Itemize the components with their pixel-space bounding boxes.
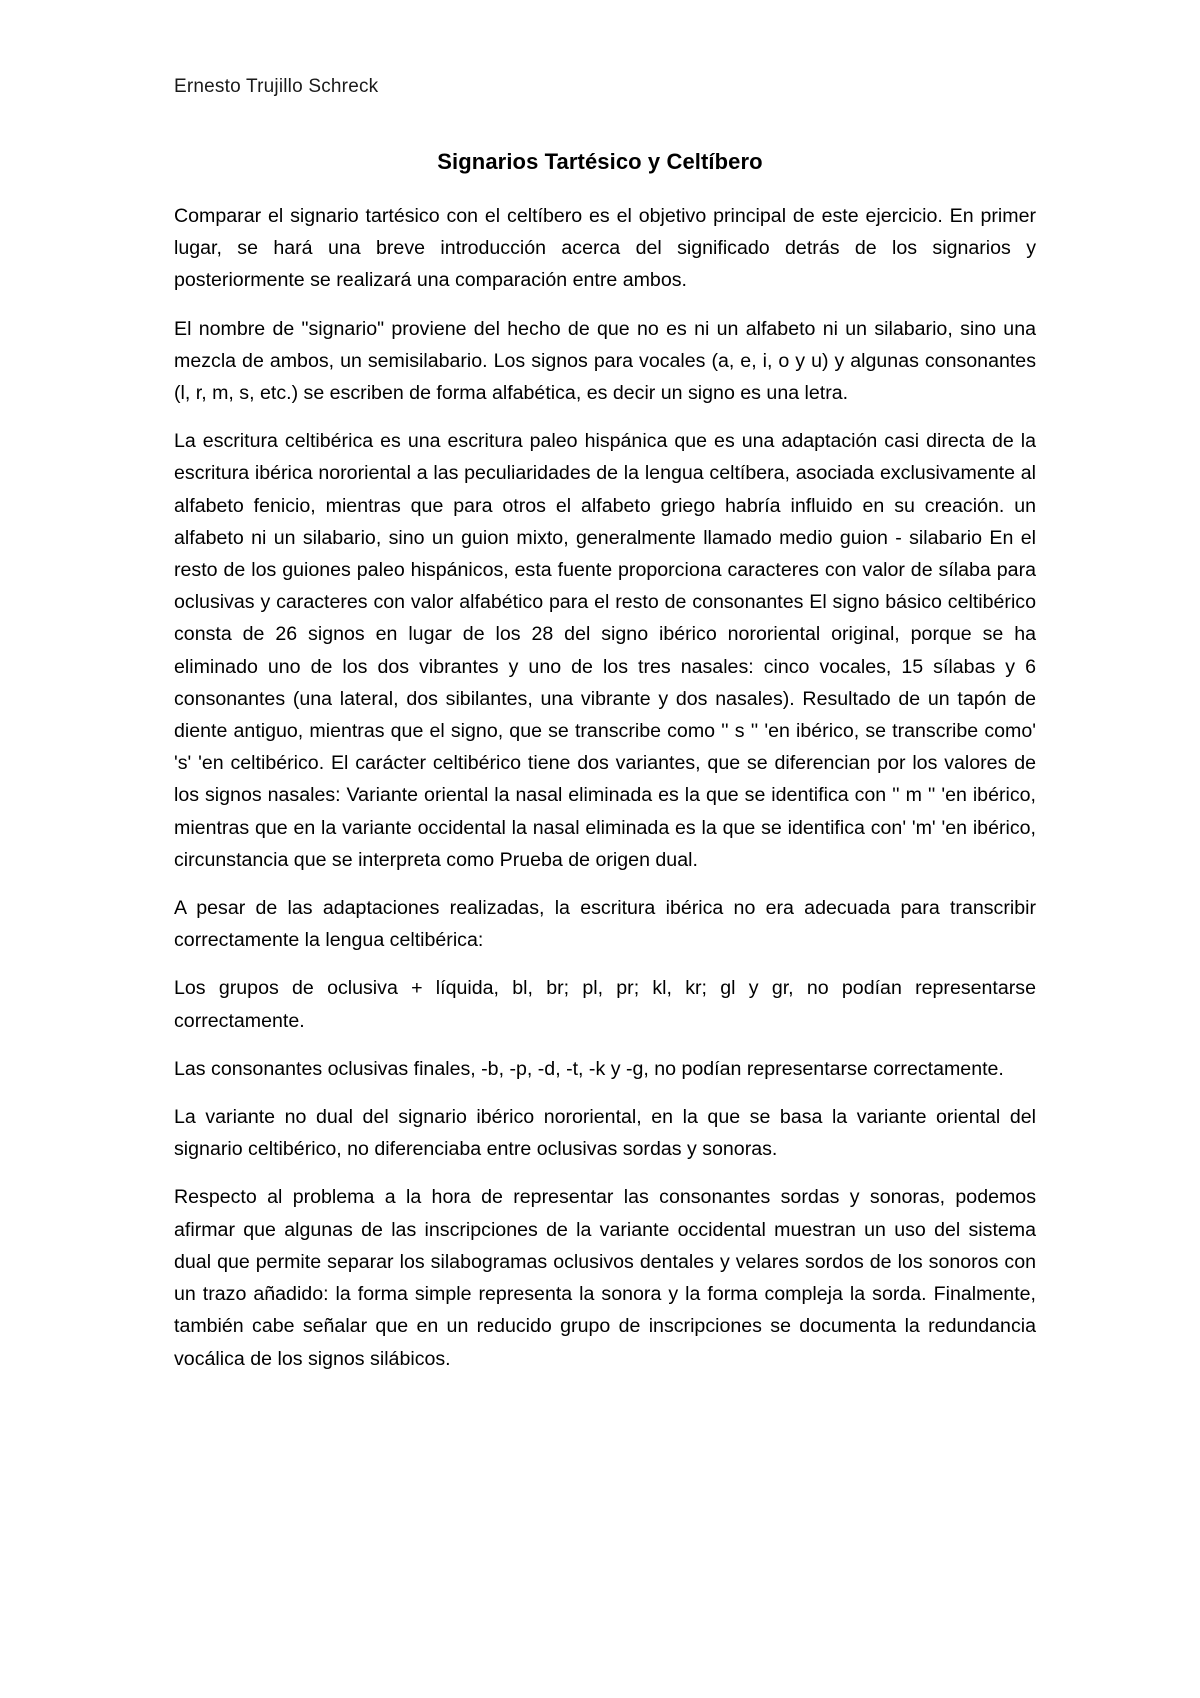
paragraph-non-dual-variant: La variante no dual del signario ibérico nororiental, en la que se basa la variante oriental del signario celtibérico, no diferenciaba entre oclusivas sordas y sonoras. [174,1106,1036,1161]
paragraph-final-occlusives: Las consonantes oclusivas finales, -b, -p, -d, -t, -k y -g, no podían representarse correctamente. [174,1057,1004,1080]
paragraph-adaptation-limits: A pesar de las adaptaciones realizadas, la escritura ibérica no era adecuada para transcribir correctamente la lengua celtibérica: [174,897,1036,952]
document-title: Signarios Tartésico y Celtíbero [437,149,763,174]
author-name: Ernesto Trujillo Schreck [174,76,379,97]
paragraph-celtiberian-script: La escritura celtibérica es una escritura paleo hispánica que es una adaptación casi directa de la escritura ibérica nororiental a las peculiaridades de la lengua celtíbera, asociada exclusivamente al alfabeto fenicio, mientras que para otros el alfabeto griego habría influido en su creación. un alfabeto ni un silabario, sino un guion mixto, generalmente llamado medio guion - silabario En el resto de los guiones paleo hispánicos, esta fuente proporciona caracteres con valor de sílaba para oclusivas y caracteres con valor alfabético para el resto de consonantes El signo básico celtibérico consta de 26 signos en lugar de los 28 del signo ibérico nororiental original, porque se ha eliminado uno de los dos vibrantes y uno de los tres nasales: cinco vocales, 15 sílabas y 6 consonantes (una lateral, dos sibilantes, una vibrante y dos nasales). Resultado de un tapón de diente antiguo, mientras que el signo, que se transcribe como '' s '' 'en ibérico, se transcribe como' 's' 'en celtibérico. El carácter celtibérico tiene dos variantes, que se diferencian por los valores de los signos nasales: Variante oriental la nasal eliminada es la que se identifica con '' m '' 'en ibérico, mientras que en la variante occidental la nasal eliminada es la que se identifica con' 'm' 'en ibérico, circunstancia que se interpreta como Prueba de origen dual. [174,430,1036,871]
paragraph-signario-definition: El nombre de "signario" proviene del hecho de que no es ni un alfabeto ni un silabario, sino una mezcla de ambos, un semisilabario. Los signos para vocales (a, e, i, o y u) y algunas consonantes (l, r, m, s, etc.) se escriben de forma alfabética, es decir un signo es una letra. [174,317,1036,405]
paragraph-voiced-voiceless: Respecto al problema a la hora de representar las consonantes sordas y sonoras, podemos afirmar que algunas de las inscripciones de la variante occidental muestran un uso del sistema dual que permite separar los silabogramas oclusivos dentales y velares sordos de los sonoros con un trazo añadido: la forma simple representa la sonora y la forma compleja la sorda. Finalmente, también cabe señalar que en un reducido grupo de inscripciones se documenta la redundancia vocálica de los signos silábicos. [174,1186,1036,1370]
paragraph-occlusive-liquid-groups: Los grupos de oclusiva + líquida, bl, br; pl, pr; kl, kr; gl y gr, no podían representarse correctamente. [174,977,1036,1032]
paragraph-introduction: Comparar el signario tartésico con el celtíbero es el objetivo principal de este ejercicio. En primer lugar, se hará una breve introducción acerca del significado detrás de los signarios y posteriormente se realizará una comparación entre ambos. [174,205,1036,292]
document-body [174,200,1036,1391]
